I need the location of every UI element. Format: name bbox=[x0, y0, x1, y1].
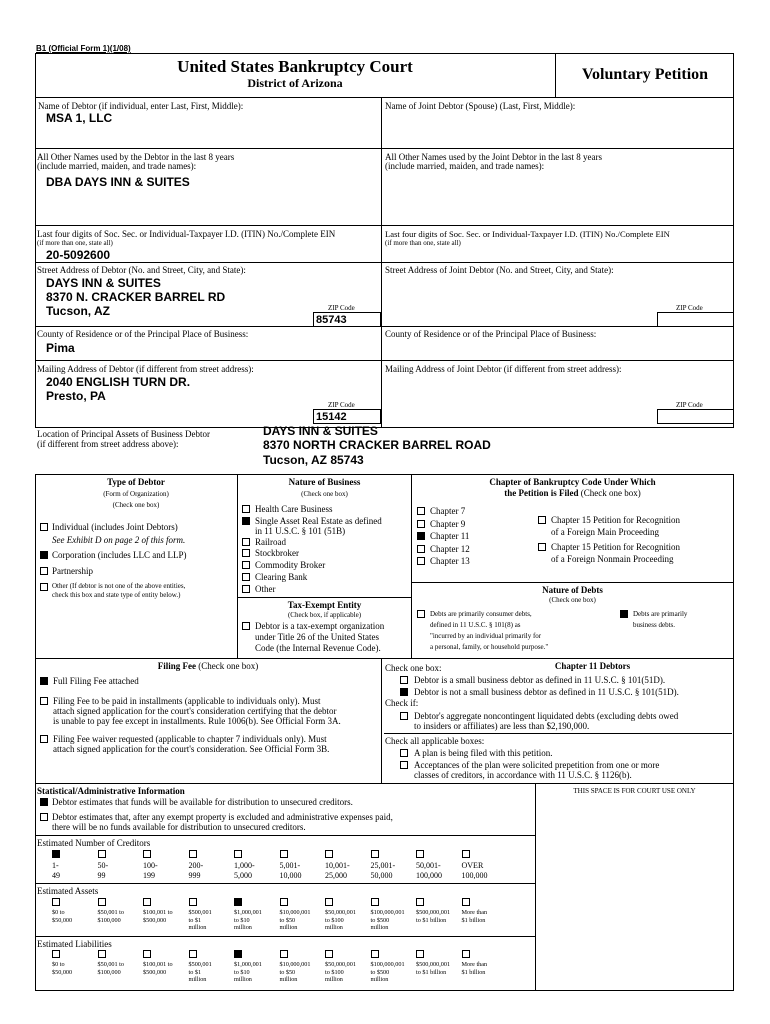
liabilities-checkbox[interactable] bbox=[143, 950, 151, 958]
county-label: County of Residence or of the Principal Place of Business: bbox=[37, 329, 249, 339]
business-label: Health Care Business bbox=[255, 504, 333, 514]
creditors-range-label: OVER bbox=[461, 861, 484, 870]
business-label: Railroad bbox=[255, 537, 286, 547]
aggregate-checkbox[interactable] bbox=[400, 712, 408, 720]
joint-county-label: County of Residence or of the Principal Place of Business: bbox=[385, 329, 597, 339]
liabilities-range-label: to $1 bbox=[188, 968, 202, 976]
type-title: Type of Debtor bbox=[107, 477, 165, 487]
assets-range-label: million bbox=[234, 924, 252, 931]
creditors-range-label: 1- bbox=[52, 861, 59, 870]
creditors-range-label: 10,000 bbox=[279, 870, 302, 880]
no-funds-line-1: Debtor estimates that, after any exempt property is excluded and administrative expenses paid, bbox=[52, 812, 393, 822]
type-sub1: (Form of Organization) bbox=[103, 490, 169, 498]
corporation-label: Corporation (includes LLC and LLP) bbox=[52, 550, 187, 560]
individual-label: Individual (includes Joint Debtors) bbox=[52, 522, 178, 532]
statistical-title: Statistical/Administrative Information bbox=[37, 786, 185, 796]
liabilities-range-label: to $500 bbox=[370, 968, 390, 976]
creditors-range-label: 100,000 bbox=[461, 870, 488, 880]
assets-range-label: $100,001 to bbox=[143, 909, 173, 916]
other-names-label: All Other Names used by the Debtor in the last 8 years bbox=[37, 152, 235, 162]
liabilities-range-label: to $50 bbox=[279, 968, 296, 976]
other-entity-checkbox[interactable] bbox=[40, 583, 48, 591]
joint-other-names-label: All Other Names used by the Joint Debtor in the last 8 years bbox=[385, 152, 602, 162]
zip-box-joint bbox=[657, 312, 734, 327]
business-checkbox[interactable] bbox=[242, 538, 250, 546]
creditors-checkbox[interactable] bbox=[189, 850, 197, 858]
chapter-checkbox[interactable] bbox=[417, 557, 425, 565]
liabilities-range-label: million bbox=[370, 976, 389, 983]
creditors-range-label: 50,000 bbox=[370, 870, 393, 880]
business-checkbox[interactable] bbox=[242, 585, 250, 593]
no-funds-line-2: there will be no funds available for distribution to unsecured creditors. bbox=[52, 822, 306, 832]
creditors-checkbox[interactable] bbox=[280, 850, 288, 858]
business-label: Other bbox=[255, 584, 276, 594]
chapter-checkbox[interactable] bbox=[417, 532, 425, 540]
full-fee-label: Full Filing Fee attached bbox=[53, 676, 139, 686]
tax-exempt-title: Tax-Exempt Entity bbox=[287, 600, 362, 610]
liabilities-range-label: $100,001 to bbox=[143, 961, 173, 968]
assets-checkbox[interactable] bbox=[143, 898, 151, 906]
creditors-range-label: 5,000 bbox=[234, 870, 252, 880]
liabilities-range-label: $10,000,001 bbox=[279, 961, 311, 968]
chapter-title-2b: (Check one box) bbox=[580, 488, 641, 498]
joint-zip-label: ZIP Code bbox=[676, 304, 703, 312]
petition-title: Voluntary Petition bbox=[581, 66, 709, 83]
mailing-line-2[interactable]: Presto, PA bbox=[46, 389, 106, 403]
acceptances-checkbox[interactable] bbox=[400, 761, 408, 769]
assets-checkbox[interactable] bbox=[189, 898, 197, 906]
street-line-2[interactable]: 8370 N. CRACKER BARREL RD bbox=[46, 290, 226, 304]
aggregate-line-1: Debtor's aggregate noncontingent liquidated debts (excluding debts owed bbox=[414, 711, 679, 721]
assets-checkbox[interactable] bbox=[98, 898, 106, 906]
creditors-checkbox[interactable] bbox=[325, 850, 333, 858]
creditors-range-label: 1,000- bbox=[234, 861, 255, 870]
chapter-label: Chapter 11 bbox=[430, 531, 470, 541]
no-funds-checkbox[interactable] bbox=[40, 813, 48, 821]
acceptances-line-2: classes of creditors, in accordance with 11 U.S.C. § 1126(b). bbox=[414, 770, 632, 780]
funds-label: Debtor estimates that funds will be available for distribution to unsecured creditors. bbox=[52, 797, 353, 807]
chapter-checkbox[interactable] bbox=[417, 545, 425, 553]
liabilities-range-label: $50,000,001 bbox=[325, 961, 356, 968]
installment-line-2: attach signed application for the court's consideration certifying that the debtor bbox=[53, 706, 337, 716]
installment-checkbox[interactable] bbox=[40, 697, 48, 705]
creditors-checkbox[interactable] bbox=[143, 850, 151, 858]
joint-mailing-zip-label: ZIP Code bbox=[676, 401, 703, 409]
business-label: Commodity Broker bbox=[255, 560, 326, 570]
debts-sub: (Check one box) bbox=[549, 596, 596, 604]
ssn-sub: (if more than one, state all) bbox=[37, 239, 113, 247]
creditors-range-label: 25,000 bbox=[325, 870, 347, 880]
business-title: Nature of Business bbox=[288, 477, 361, 487]
chapter-label: Chapter 9 bbox=[430, 518, 466, 529]
zip-label: ZIP Code bbox=[328, 304, 355, 312]
joint-ssn-sub: (if more than one, state all) bbox=[385, 239, 461, 247]
chapter15-nonmain-line-1: Chapter 15 Petition for Recognition bbox=[551, 542, 680, 552]
waiver-checkbox[interactable] bbox=[40, 735, 48, 743]
tax-exempt-line-1: Debtor is a tax-exempt organization bbox=[255, 621, 385, 631]
street-line-3[interactable]: Tucson, AZ bbox=[46, 304, 110, 318]
fee-title: Filing Fee bbox=[157, 661, 196, 671]
assets-range-label: $500,000 bbox=[143, 916, 167, 924]
liabilities-range-label: $100,000,001 bbox=[370, 961, 405, 968]
creditors-range-label: 999 bbox=[188, 870, 201, 880]
creditors-checkbox[interactable] bbox=[416, 850, 424, 858]
street-line-1[interactable]: DAYS INN & SUITES bbox=[46, 276, 161, 290]
county[interactable]: Pima bbox=[46, 341, 75, 355]
debtor-name-label: Name of Debtor (if individual, enter Last, First, Middle): bbox=[38, 101, 244, 111]
mailing-label: Mailing Address of Debtor (if different from street address): bbox=[37, 364, 254, 374]
business-checkbox[interactable] bbox=[242, 517, 250, 525]
assets-checkbox[interactable] bbox=[325, 898, 333, 906]
liabilities-checkbox[interactable] bbox=[98, 950, 106, 958]
assets-checkbox[interactable] bbox=[462, 898, 470, 906]
assets-range-label: $1,000,001 bbox=[234, 909, 262, 916]
chapter-label: Chapter 7 bbox=[430, 506, 466, 516]
street-zip[interactable]: 85743 bbox=[316, 314, 347, 326]
chapter15-nonmain-checkbox[interactable] bbox=[538, 543, 546, 551]
liabilities-range-label: $500,000 bbox=[143, 968, 167, 976]
creditors-checkbox[interactable] bbox=[234, 850, 242, 858]
plan-checkbox[interactable] bbox=[400, 749, 408, 757]
liabilities-checkbox[interactable] bbox=[234, 950, 242, 958]
liabilities-range-label: million bbox=[234, 976, 252, 983]
liabilities-range-label: million bbox=[279, 976, 298, 983]
location-line-2[interactable]: 8370 NORTH CRACKER BARREL ROAD bbox=[263, 438, 491, 452]
business-label: Clearing Bank bbox=[255, 572, 308, 582]
business-checkbox[interactable] bbox=[242, 561, 250, 569]
full-fee-checkbox[interactable] bbox=[40, 677, 48, 685]
liabilities-checkbox[interactable] bbox=[462, 950, 470, 958]
debts-title: Nature of Debts bbox=[542, 585, 603, 595]
plan-label: A plan is being filed with this petition. bbox=[414, 748, 553, 758]
creditors-checkbox[interactable] bbox=[52, 850, 60, 858]
creditors-range-label: 10,001- bbox=[325, 861, 350, 870]
assets-checkbox[interactable] bbox=[234, 898, 242, 906]
creditors-range-label: 100,000 bbox=[416, 870, 442, 880]
other-entity-label-2: check this box and state type of entity below.) bbox=[52, 591, 181, 599]
joint-ssn-label: Last four digits of Soc. Sec. or Individual-Taxpayer I.D. (ITIN) No./Complete EIN bbox=[385, 229, 670, 239]
assets-range-label: $50,000,001 bbox=[325, 909, 356, 916]
chapter-checkbox[interactable] bbox=[417, 520, 425, 528]
street-label: Street Address of Debtor (No. and Street, City, and State): bbox=[37, 265, 246, 275]
consumer-debts-checkbox[interactable] bbox=[417, 610, 425, 618]
liabilities-checkbox[interactable] bbox=[371, 950, 379, 958]
debtor-ein[interactable]: 20-5092600 bbox=[46, 248, 111, 262]
assets-range-label: million bbox=[325, 924, 343, 931]
location-label-2: (if different from street address above): bbox=[37, 439, 179, 449]
liabilities-checkbox[interactable] bbox=[325, 950, 333, 958]
check-one-box: Check one box: bbox=[385, 663, 442, 673]
assets-range-label: $500,000,001 bbox=[416, 909, 451, 916]
chapter-label: Chapter 13 bbox=[430, 556, 470, 566]
assets-range-label: $1 billion bbox=[461, 916, 486, 924]
liabilities-checkbox[interactable] bbox=[52, 950, 60, 958]
installment-line-3: is unable to pay fee except in installments. Rule 1006(b). See Official Form 3A. bbox=[53, 716, 341, 726]
liabilities-range-label: to $100 bbox=[325, 968, 344, 976]
consumer-debts-1: Debts are primarily consumer debts, bbox=[430, 610, 532, 618]
joint-mailing-label: Mailing Address of Joint Debtor (if different from street address): bbox=[385, 364, 622, 374]
single-asset-line-2: in 11 U.S.C. § 101 (51B) bbox=[255, 526, 346, 536]
liabilities-range-label: $500,000,001 bbox=[416, 961, 451, 968]
not-small-business-checkbox[interactable] bbox=[400, 688, 408, 696]
creditors-checkbox[interactable] bbox=[371, 850, 379, 858]
consumer-debts-3: "incurred by an individual primarily for bbox=[430, 632, 542, 640]
liabilities-range-label: to $10 bbox=[234, 968, 250, 976]
assets-range-label: to $50 bbox=[279, 916, 296, 924]
assets-range-label: More than bbox=[461, 909, 488, 916]
installment-line-1: Filing Fee to be paid in installments (applicable to individuals only). Must bbox=[53, 696, 321, 706]
form-id: B1 (Official Form 1)(1/08) bbox=[36, 44, 131, 53]
check-if: Check if: bbox=[385, 698, 419, 708]
assets-checkbox[interactable] bbox=[280, 898, 288, 906]
acceptances-line-1: Acceptances of the plan were solicited prepetition from one or more bbox=[414, 760, 660, 770]
chapter15-main-line-2: of a Foreign Main Proceeding bbox=[551, 527, 659, 537]
assets-range-label: to $100 bbox=[325, 916, 344, 924]
exhibit-note: See Exhibit D on page 2 of this form. bbox=[52, 535, 186, 545]
liabilities-checkbox[interactable] bbox=[280, 950, 288, 958]
assets-checkbox[interactable] bbox=[416, 898, 424, 906]
joint-other-names-sub: (include married, maiden, and trade names): bbox=[385, 161, 545, 171]
creditors-range-label: 199 bbox=[143, 870, 155, 880]
assets-range-label: $100,000 bbox=[97, 916, 121, 924]
chapter15-main-line-1: Chapter 15 Petition for Recognition bbox=[551, 515, 680, 525]
consumer-debts-4: a personal, family, or household purpose." bbox=[430, 643, 549, 651]
liabilities-range-label: $50,000 bbox=[52, 968, 73, 976]
partnership-checkbox[interactable] bbox=[40, 567, 48, 575]
assets-range-label: $50,000 bbox=[52, 916, 73, 924]
aggregate-line-2: to insiders or affiliates) are less than $2,190,000. bbox=[414, 721, 590, 731]
assets-range-label: $10,000,001 bbox=[279, 909, 311, 916]
chapter11-title: Chapter 11 Debtors bbox=[554, 661, 631, 671]
assets-checkbox[interactable] bbox=[52, 898, 60, 906]
chapter-checkbox[interactable] bbox=[417, 507, 425, 515]
chapter15-main-checkbox[interactable] bbox=[538, 516, 546, 524]
chapter-title-2: the Petition is Filed bbox=[504, 488, 579, 498]
business-label: Stockbroker bbox=[255, 548, 299, 558]
liabilities-range-label: to $1 billion bbox=[416, 968, 447, 976]
liabilities-range-label: $500,001 bbox=[188, 961, 212, 968]
business-debts-2: business debts. bbox=[633, 621, 675, 629]
tax-exempt-line-3: Code (the Internal Revenue Code). bbox=[255, 643, 381, 653]
liabilities-range-label: More than bbox=[461, 961, 488, 968]
assets-range-label: to $10 bbox=[234, 916, 250, 924]
liabilities-range-label: million bbox=[188, 976, 207, 983]
business-debts-checkbox[interactable] bbox=[620, 610, 628, 618]
creditors-range-label: 50,001- bbox=[416, 861, 441, 870]
liabilities-title: Estimated Liabilities bbox=[37, 939, 112, 949]
assets-range-label: million bbox=[188, 924, 207, 931]
tax-exempt-sub: (Check box, if applicable) bbox=[287, 611, 362, 619]
business-checkbox[interactable] bbox=[242, 573, 250, 581]
business-label: Single Asset Real Estate as defined bbox=[255, 516, 382, 526]
ssn-label: Last four digits of Soc. Sec. or Individual-Taxpayer I.D. (ITIN) No./Complete EIN bbox=[37, 229, 336, 239]
corporation-checkbox[interactable] bbox=[40, 551, 48, 559]
tax-exempt-checkbox[interactable] bbox=[242, 622, 250, 630]
business-sub: (Check one box) bbox=[301, 490, 348, 498]
individual-checkbox[interactable] bbox=[40, 523, 48, 531]
liabilities-range-label: $0 to bbox=[52, 961, 65, 968]
liabilities-checkbox[interactable] bbox=[189, 950, 197, 958]
type-sub2: (Check one box) bbox=[112, 501, 160, 509]
mailing-line-1[interactable]: 2040 ENGLISH TURN DR. bbox=[46, 375, 191, 389]
mailing-zip[interactable]: 15142 bbox=[316, 411, 347, 423]
funds-checkbox[interactable] bbox=[40, 798, 48, 806]
joint-street-label: Street Address of Joint Debtor (No. and Street, City, and State): bbox=[385, 265, 614, 275]
assets-range-label: million bbox=[370, 924, 389, 931]
chapter-label: Chapter 12 bbox=[430, 543, 470, 554]
business-checkbox[interactable] bbox=[242, 549, 250, 557]
check-all: Check all applicable boxes: bbox=[385, 736, 485, 746]
liabilities-range-label: $50,001 to bbox=[97, 961, 124, 968]
business-debts-1: Debts are primarily bbox=[633, 610, 688, 618]
assets-range-label: million bbox=[279, 924, 298, 931]
creditors-range-label: 5,001- bbox=[279, 861, 301, 870]
partnership-label: Partnership bbox=[52, 566, 93, 576]
assets-range-label: $50,001 to bbox=[97, 909, 124, 916]
creditors-title: Estimated Number of Creditors bbox=[37, 838, 151, 848]
creditors-range-label: 50- bbox=[97, 861, 109, 870]
tax-exempt-line-2: under Title 26 of the United States bbox=[255, 632, 379, 642]
assets-range-label: to $500 bbox=[370, 916, 390, 924]
waiver-line-2: attach signed application for the court's consideration. See Official Form 3B. bbox=[53, 744, 330, 754]
assets-title: Estimated Assets bbox=[37, 886, 99, 896]
court-title: United States Bankruptcy Court bbox=[177, 57, 413, 76]
creditors-range-label: 100- bbox=[143, 861, 158, 870]
location-line-1[interactable]: DAYS INN & SUITES bbox=[263, 424, 378, 438]
consumer-debts-2: defined in 11 U.S.C. § 101(8) as bbox=[430, 621, 521, 629]
liabilities-checkbox[interactable] bbox=[416, 950, 424, 958]
assets-range-label: $500,001 bbox=[188, 909, 212, 916]
small-business-checkbox[interactable] bbox=[400, 676, 408, 684]
chapter15-nonmain-line-2: of a Foreign Nonmain Proceeding bbox=[551, 554, 674, 564]
chapter-title-1: Chapter of Bankruptcy Code Under Which bbox=[489, 477, 656, 487]
assets-checkbox[interactable] bbox=[371, 898, 379, 906]
mailing-zip-label: ZIP Code bbox=[328, 401, 355, 409]
waiver-line-1: Filing Fee waiver requested (applicable to chapter 7 individuals only). Must bbox=[53, 734, 327, 744]
creditors-range-label: 49 bbox=[52, 870, 60, 880]
small-business-label: Debtor is a small business debtor as defined in 11 U.S.C. § 101(51D). bbox=[414, 675, 666, 685]
creditors-range-label: 200- bbox=[188, 861, 204, 870]
fee-title-sub: (Check one box) bbox=[198, 661, 259, 671]
debtor-name[interactable]: MSA 1, LLC bbox=[46, 111, 113, 125]
creditors-checkbox[interactable] bbox=[462, 850, 470, 858]
mailing-zip-box-joint bbox=[657, 409, 734, 424]
assets-range-label: to $1 bbox=[188, 916, 202, 924]
liabilities-range-label: million bbox=[325, 976, 343, 983]
liabilities-range-label: $1,000,001 bbox=[234, 961, 262, 968]
liabilities-range-label: $100,000 bbox=[97, 968, 121, 976]
other-names-sub: (include married, maiden, and trade names): bbox=[37, 161, 197, 171]
creditors-checkbox[interactable] bbox=[98, 850, 106, 858]
assets-range-label: $0 to bbox=[52, 909, 65, 916]
assets-range-label: to $1 billion bbox=[416, 916, 447, 924]
other-entity-label: Other (If debtor is not one of the above entities, bbox=[52, 582, 186, 590]
court-use: THIS SPACE IS FOR COURT USE ONLY bbox=[573, 787, 696, 795]
location-label-1: Location of Principal Assets of Business Debtor bbox=[37, 429, 210, 439]
not-small-business-label: Debtor is not a small business debtor as defined in 11 U.S.C. § 101(51D). bbox=[414, 687, 679, 697]
joint-name-label: Name of Joint Debtor (Spouse) (Last, First, Middle): bbox=[385, 101, 576, 111]
liabilities-range-label: $1 billion bbox=[461, 968, 486, 976]
creditors-range-label: 99 bbox=[97, 870, 106, 880]
business-checkbox[interactable] bbox=[242, 505, 250, 513]
court-district: District of Arizona bbox=[247, 76, 343, 90]
other-names[interactable]: DBA DAYS INN & SUITES bbox=[46, 175, 190, 189]
assets-range-label: $100,000,001 bbox=[370, 909, 405, 916]
location-line-3[interactable]: Tucson, AZ 85743 bbox=[263, 453, 364, 467]
creditors-range-label: 25,001- bbox=[370, 861, 396, 870]
